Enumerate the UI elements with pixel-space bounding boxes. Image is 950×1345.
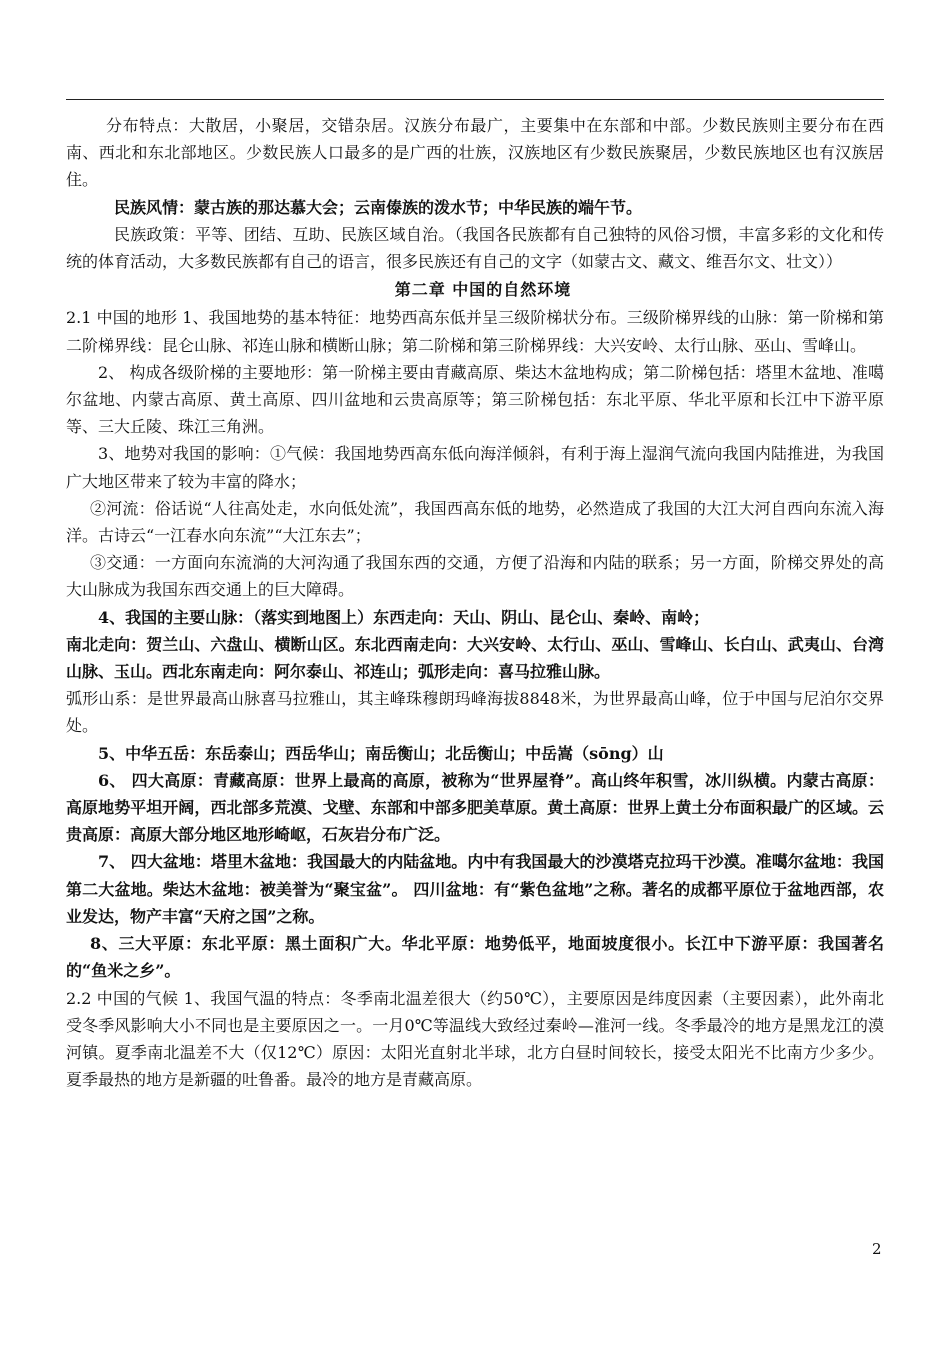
paragraph-arc-mountains: 弧形山系：是世界最高山脉喜马拉雅山，其主峰珠穆朗玛峰海拔8848米，为世界最高山峰，位于中国与尼泊尔交界处。 <box>66 689 884 736</box>
paragraph-distribution: 分布特点：大散居，小聚居，交错杂居。汉族分布最广，主要集中在东部和中部。少数民族则主要分布在西南、西北和东北部地区。少数民族人口最多的是广西的壮族，汉族地区有少数民族聚居，少数民族地区也有汉族居住。 <box>66 116 884 190</box>
paragraph-terrain-1: 2.1 中国的地形 1、我国地势的基本特征：地势西高东低并呈三级阶梯状分布。三级阶梯界线的山脉：第一阶梯和第二阶梯界线：昆仑山脉、祁连山脉和横断山脉；第二阶梯和第三阶梯界线：大兴安岭、太行山脉、巫山、雪峰山。 <box>66 308 884 355</box>
chapter-heading: 第二章 中国的自然环境 <box>394 280 572 300</box>
paragraph-five-mountains: 5、中华五岳：东岳泰山；西岳华山；南岳衡山；北岳衡山；中岳嵩（sōng）山 <box>98 743 664 763</box>
paragraph-plains: 8、三大平原：东北平原：黑土面积广大。华北平原：地势低平，地面坡度很小。长江中下游平原：我国著名的“鱼米之乡”。 <box>66 934 884 981</box>
paragraph-mountains-ns: 南北走向：贺兰山、六盘山、横断山区。东北西南走向：大兴安岭、太行山、巫山、雪峰山、长白山、武夷山、台湾山脉、玉山。西北东南走向：阿尔泰山、祁连山；弧形走向：喜马拉雅山脉。 <box>66 634 884 682</box>
header-rule <box>66 99 884 100</box>
paragraph-transport: ③交通：一方面向东流淌的大河沟通了我国东西的交通，方便了沿海和内陆的联系；另一方面，阶梯交界处的高大山脉成为我国东西交通上的巨大障碍。 <box>66 553 884 600</box>
paragraph-climate: 2.2 中国的气候 1、我国气温的特点：冬季南北温差很大（约50℃），主要原因是纬度因素（主要因素），此外南北受冬季风影响大小不同也是主要原因之一。一月0℃等温线大致经过秦岭—淮河一线。冬季最冷的地方是黑龙江的漠河镇。夏季南北温差不大（仅12℃）原因：太阳光直射北半球，北方白昼时间较长，接受太阳光不比南方少多少。夏季最热的地方是新疆的吐鲁番。最冷的地方是青藏高原。 <box>66 988 884 1090</box>
page-number: 2 <box>872 1240 882 1258</box>
paragraph-terrain-3: 3、地势对我国的影响：①气候：我国地势西高东低向海洋倾斜，有利于海上湿润气流向我国内陆推进，为我国广大地区带来了较为丰富的降水； <box>66 444 884 491</box>
paragraph-terrain-2: 2、 构成各级阶梯的主要地形：第一阶梯主要由青藏高原、柴达木盆地构成；第二阶梯包括：塔里木盆地、准噶尔盆地、内蒙古高原、黄土高原、四川盆地和云贵高原等；第三阶梯包括：东北平原、华北平原和长江中下游平原等、三大丘陵、珠江三角洲。 <box>66 362 884 437</box>
page-body <box>66 112 884 1093</box>
paragraph-customs: 民族风情：蒙古族的那达慕大会；云南傣族的泼水节；中华民族的端午节。 <box>114 197 643 217</box>
paragraph-basins: 7、 四大盆地：塔里木盆地：我国最大的内陆盆地。内中有我国最大的沙漠塔克拉玛干沙漠。准噶尔盆地：我国第二大盆地。柴达木盆地：被美誉为“聚宝盆”。 四川盆地：有“紫色盆地”之称。著名的成都平原位于盆地西部，农业发达，物产丰富“天府之国”之称。 <box>66 852 884 926</box>
paragraph-plateaus: 6、 四大高原：青藏高原：世界上最高的高原，被称为“世界屋脊”。高山终年积雪，冰川纵横。内蒙古高原：高原地势平坦开阔，西北部多荒漠、戈壁、东部和中部多肥美草原。黄土高原：世界上黄土分布面积最广的区域。云贵高原：高原大部分地区地形崎岖，石灰岩分布广泛。 <box>66 770 884 845</box>
paragraph-policy: 民族政策：平等、团结、互助、民族区域自治。（我国各民族都有自己独特的风俗习惯，丰富多彩的文化和传统的体育活动，大多数民族都有自己的语言，很多民族还有自己的文字（如蒙古文、藏文、维吾尔文、壮文）） <box>66 224 884 272</box>
paragraph-mountains-ew: 4、我国的主要山脉：（落实到地图上）东西走向：天山、阴山、昆仑山、秦岭、南岭； <box>98 607 710 627</box>
paragraph-rivers: ②河流：俗话说“人往高处走，水向低处流”，我国西高东低的地势，必然造成了我国的大江大河自西向东流入海洋。古诗云“一江春水向东流”“大江东去”； <box>66 498 884 546</box>
